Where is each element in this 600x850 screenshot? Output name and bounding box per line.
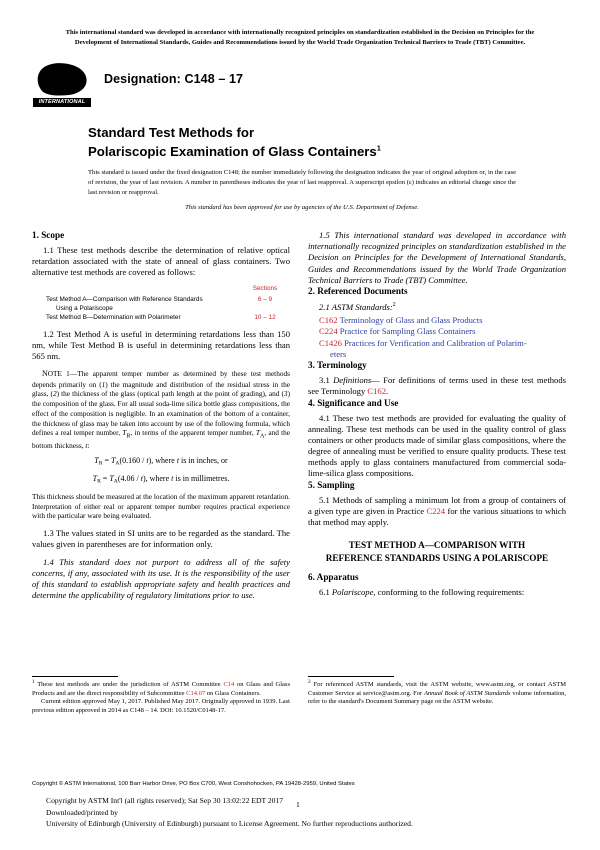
page-number: 1 (296, 800, 300, 809)
paragraph-1-2: 1.2 Test Method A is useful in determining retardations less than 150 nm, while Test Method B is useful in determining retardations less than 565 nm. (32, 328, 290, 361)
astm-logo-international-label: INTERNATIONAL (33, 98, 91, 107)
page-title-line2: Polariscopic Examination of Glass Containers$^1$ (88, 143, 381, 159)
list-item[interactable] (308, 338, 566, 361)
standard-id-c224[interactable]: C224 (319, 326, 338, 337)
standard-id-c1426[interactable]: C1426 (319, 337, 342, 348)
approved-note: This standard has been approved for use by agencies of the U.S. Department of Defense. (185, 204, 419, 211)
page-title (88, 124, 518, 161)
footnote-rule (308, 676, 394, 677)
section-heading-scope: 1. Scope (32, 230, 65, 240)
paragraph-4-1: 4.1 These two test methods are provided for evaluating the quality of annealing. These test methods can be used in the quality control of glass containers or other products made of similar glass compositions, where the degree of annealing must be verified to ensure quality products. These test methods apply to glass containers manufactured from commercial soda-lime-silica glass compositions. (308, 412, 566, 479)
reference-link-c162[interactable]: C162 (367, 386, 387, 397)
title-footnote-marker: 1 (376, 143, 381, 153)
paragraph-3-1: 3.1 Definitions— For definitions of terms used in these test methods see Terminology C162. (308, 375, 566, 397)
section-heading-referenced-documents: 2. Referenced Documents (308, 285, 408, 296)
tbt-banner-line1: This international standard was developed in accordance with internationally recognized principles on standardization established in the Decision on Principles for the (65, 29, 535, 36)
note-1 (32, 369, 290, 450)
paragraph-1-5: 1.5 This international standard was developed in accordance with internationally recognized principles on standardization established in the Decision on Principles for the Development of International Standards, Guides and Recommendations issued by the World Trade Organization Technical Barriers to Trade (TBT) Committee. (308, 230, 566, 285)
issue-note: This standard is issued under the fixed designation C148; the number immediately following the designation indicates the year of original adoption or, in the case of revision, the year of last revision. A number in parentheses indicates the year of last reapproval. A superscript epsilon (ε) indicates an editorial change since the last revision or reapproval. (88, 169, 516, 196)
download-line1: Copyright by ASTM Int'l (all rights reserved); Sat Sep 30 13:02:22 EDT 2017 (46, 796, 284, 805)
left-column (32, 230, 290, 601)
method-a-label: Test Method A—Comparison with Reference Standards (46, 295, 203, 303)
table-row (32, 304, 290, 313)
table-row (32, 295, 290, 304)
paragraph-1-1: 1.1 These test methods describe the determination of relative optical retardation associated with the state of anneal of glass containers. Two alternative test methods are covered as follows: (32, 244, 290, 278)
footnote-2: $^2$ For referenced ASTM standards, visit the ASTM website, www.astm.org, or contact ASTM Customer Service at service@astm.org. For Annual Book of ASTM Standards volume information, refer to the standard's Document Summary page on the ASTM website. (308, 678, 566, 706)
method-b-sections[interactable]: 10 – 12 (254, 314, 276, 322)
standard-title-c224[interactable]: Practice for Sampling Glass Containers (339, 326, 476, 337)
standard-id-c162[interactable]: C162 (319, 314, 338, 325)
section-heading-significance-and-use: 4. Significance and Use (308, 397, 399, 408)
standard-title-c162[interactable]: Terminology of Glass and Glass Products (339, 314, 483, 325)
subsection-2-1-heading: 2.1 ASTM Standards:$^2$ (319, 301, 396, 312)
method-a-sections-cont (240, 304, 290, 313)
test-method-a-heading (308, 539, 566, 564)
reference-link-c1407[interactable]: C14.07 (186, 689, 206, 697)
designation: Designation: C148 – 17 (104, 72, 244, 86)
referenced-standards-list (308, 315, 566, 360)
download-info (46, 795, 566, 830)
download-line3: University of Edinburgh (University of Edinburgh) pursuant to License Agreement. No further reproductions authorized. (46, 819, 413, 829)
subsection-2-1-footnote-marker: 2 (392, 301, 396, 308)
note-1-tail: This thickness should be measured at the location of the maximum apparent retardation. Interpretation of either real or apparent temper number requires practical experience with the particular ware being evaluated. (32, 492, 290, 521)
footnote-1-edition: Current edition approved May 1, 2017. Published May 2017. Originally approved in 1939. Last previous edition approved in 2014 as C148 – 14. DOI: 10.1520/C0148-17. (32, 698, 290, 715)
test-method-a-heading-line1: TEST METHOD A—COMPARISON WITH (348, 540, 526, 551)
reference-link-c14[interactable]: C14 (223, 681, 235, 688)
paragraph-1-3: 1.3 The values stated in SI units are to be regarded as the standard. The values given in parentheses are for information only. (32, 528, 290, 550)
footnote-left (32, 676, 290, 716)
method-a-sections[interactable]: 6 – 9 (257, 295, 273, 303)
download-line2: Downloaded/printed by (46, 807, 118, 817)
standard-title-c1426-cont[interactable]: eters (330, 349, 347, 360)
note-1-label: NOTE 1 (42, 369, 70, 379)
formula-millimetres: $T_R = T_A(4.06 / t)$, where t is in millimetres. (92, 474, 230, 485)
method-b-label: Test Method B—Determination with Polarimeter (46, 314, 181, 322)
section-heading-sampling: 5. Sampling (308, 479, 355, 490)
table-header-spacer (32, 284, 240, 294)
list-item[interactable] (308, 326, 566, 337)
section-heading-terminology: 3. Terminology (308, 360, 367, 371)
astm-logo-icon (33, 62, 91, 98)
footnote-1: $^1$ These test methods are under the jurisdiction of ASTM Committee C14 on Glass and Glass Products and are the direct responsibility of Subcommittee C14.07 on Glass Containers. (32, 678, 290, 697)
standard-title-c1426[interactable]: Practices for Verification and Calibration of Polarim- (344, 337, 527, 348)
method-a-label-cont: Using a Polariscope (56, 305, 113, 313)
section-heading-apparatus: 6. Apparatus (308, 571, 359, 582)
list-item[interactable] (308, 315, 566, 326)
table-row (32, 313, 290, 322)
table-header-sections: Sections (252, 285, 278, 293)
note-1-body: —The apparent temper number as determined by these test methods depends primarily on (1) the magnitude and distribution of the residual stress in the glass, (2) the thickness of the glass (optical path length at the point of grading), and (3) the composition of the glass. For all usual soda-lime silica bottle glass compositions, the effect of the composition is negligible. In an examination of the bottom of a container, the thickness of glass may be taken into account by use of the following formula, which defines a real temper number, $T_R$, in terms of the apparent temper number, $T_A$, and the bottom thickness, t: (32, 369, 291, 450)
tbt-banner-line2: Development of International Standards, Guides and Recommendations issued by the World Trade Organization Technical Barriers to Trade (TBT) Committee. (74, 38, 526, 46)
tbt-banner (32, 28, 568, 47)
reference-link-c224[interactable]: C224 (426, 505, 446, 516)
page-title-line1: Standard Test Methods for (88, 125, 255, 140)
footnote-rule (32, 676, 118, 677)
paragraph-5-1: 5.1 Methods of sampling a minimum lot from a group of containers of a given type are given in Practice C224 for the various situations to which that method may apply. (308, 494, 566, 527)
formula-inches: $T_R = T_A(0.160 / t)$, where t is in inches, or (94, 456, 228, 467)
paragraph-1-4: 1.4 This standard does not purport to address all of the safety concerns, if any, associated with its use. It is the responsibility of the user of this standard to establish appropriate safety and health practices and determine the applicability of regulatory limitations prior to use. (32, 556, 290, 601)
paragraph-6-1: 6.1 Polariscope, conforming to the following requirements: (319, 586, 525, 597)
footnote-right (308, 676, 566, 707)
copyright-line: Copyright © ASTM International, 100 Barr Harbor Drive, PO Box C700, West Conshohocken, PA 19428-2959, United States (32, 781, 355, 787)
test-method-a-heading-line2: REFERENCE STANDARDS USING A POLARISCOPE (325, 552, 549, 563)
scope-sections-table (32, 284, 290, 322)
astm-logo (33, 62, 93, 110)
right-column (308, 230, 566, 598)
table-header-row (32, 284, 290, 294)
